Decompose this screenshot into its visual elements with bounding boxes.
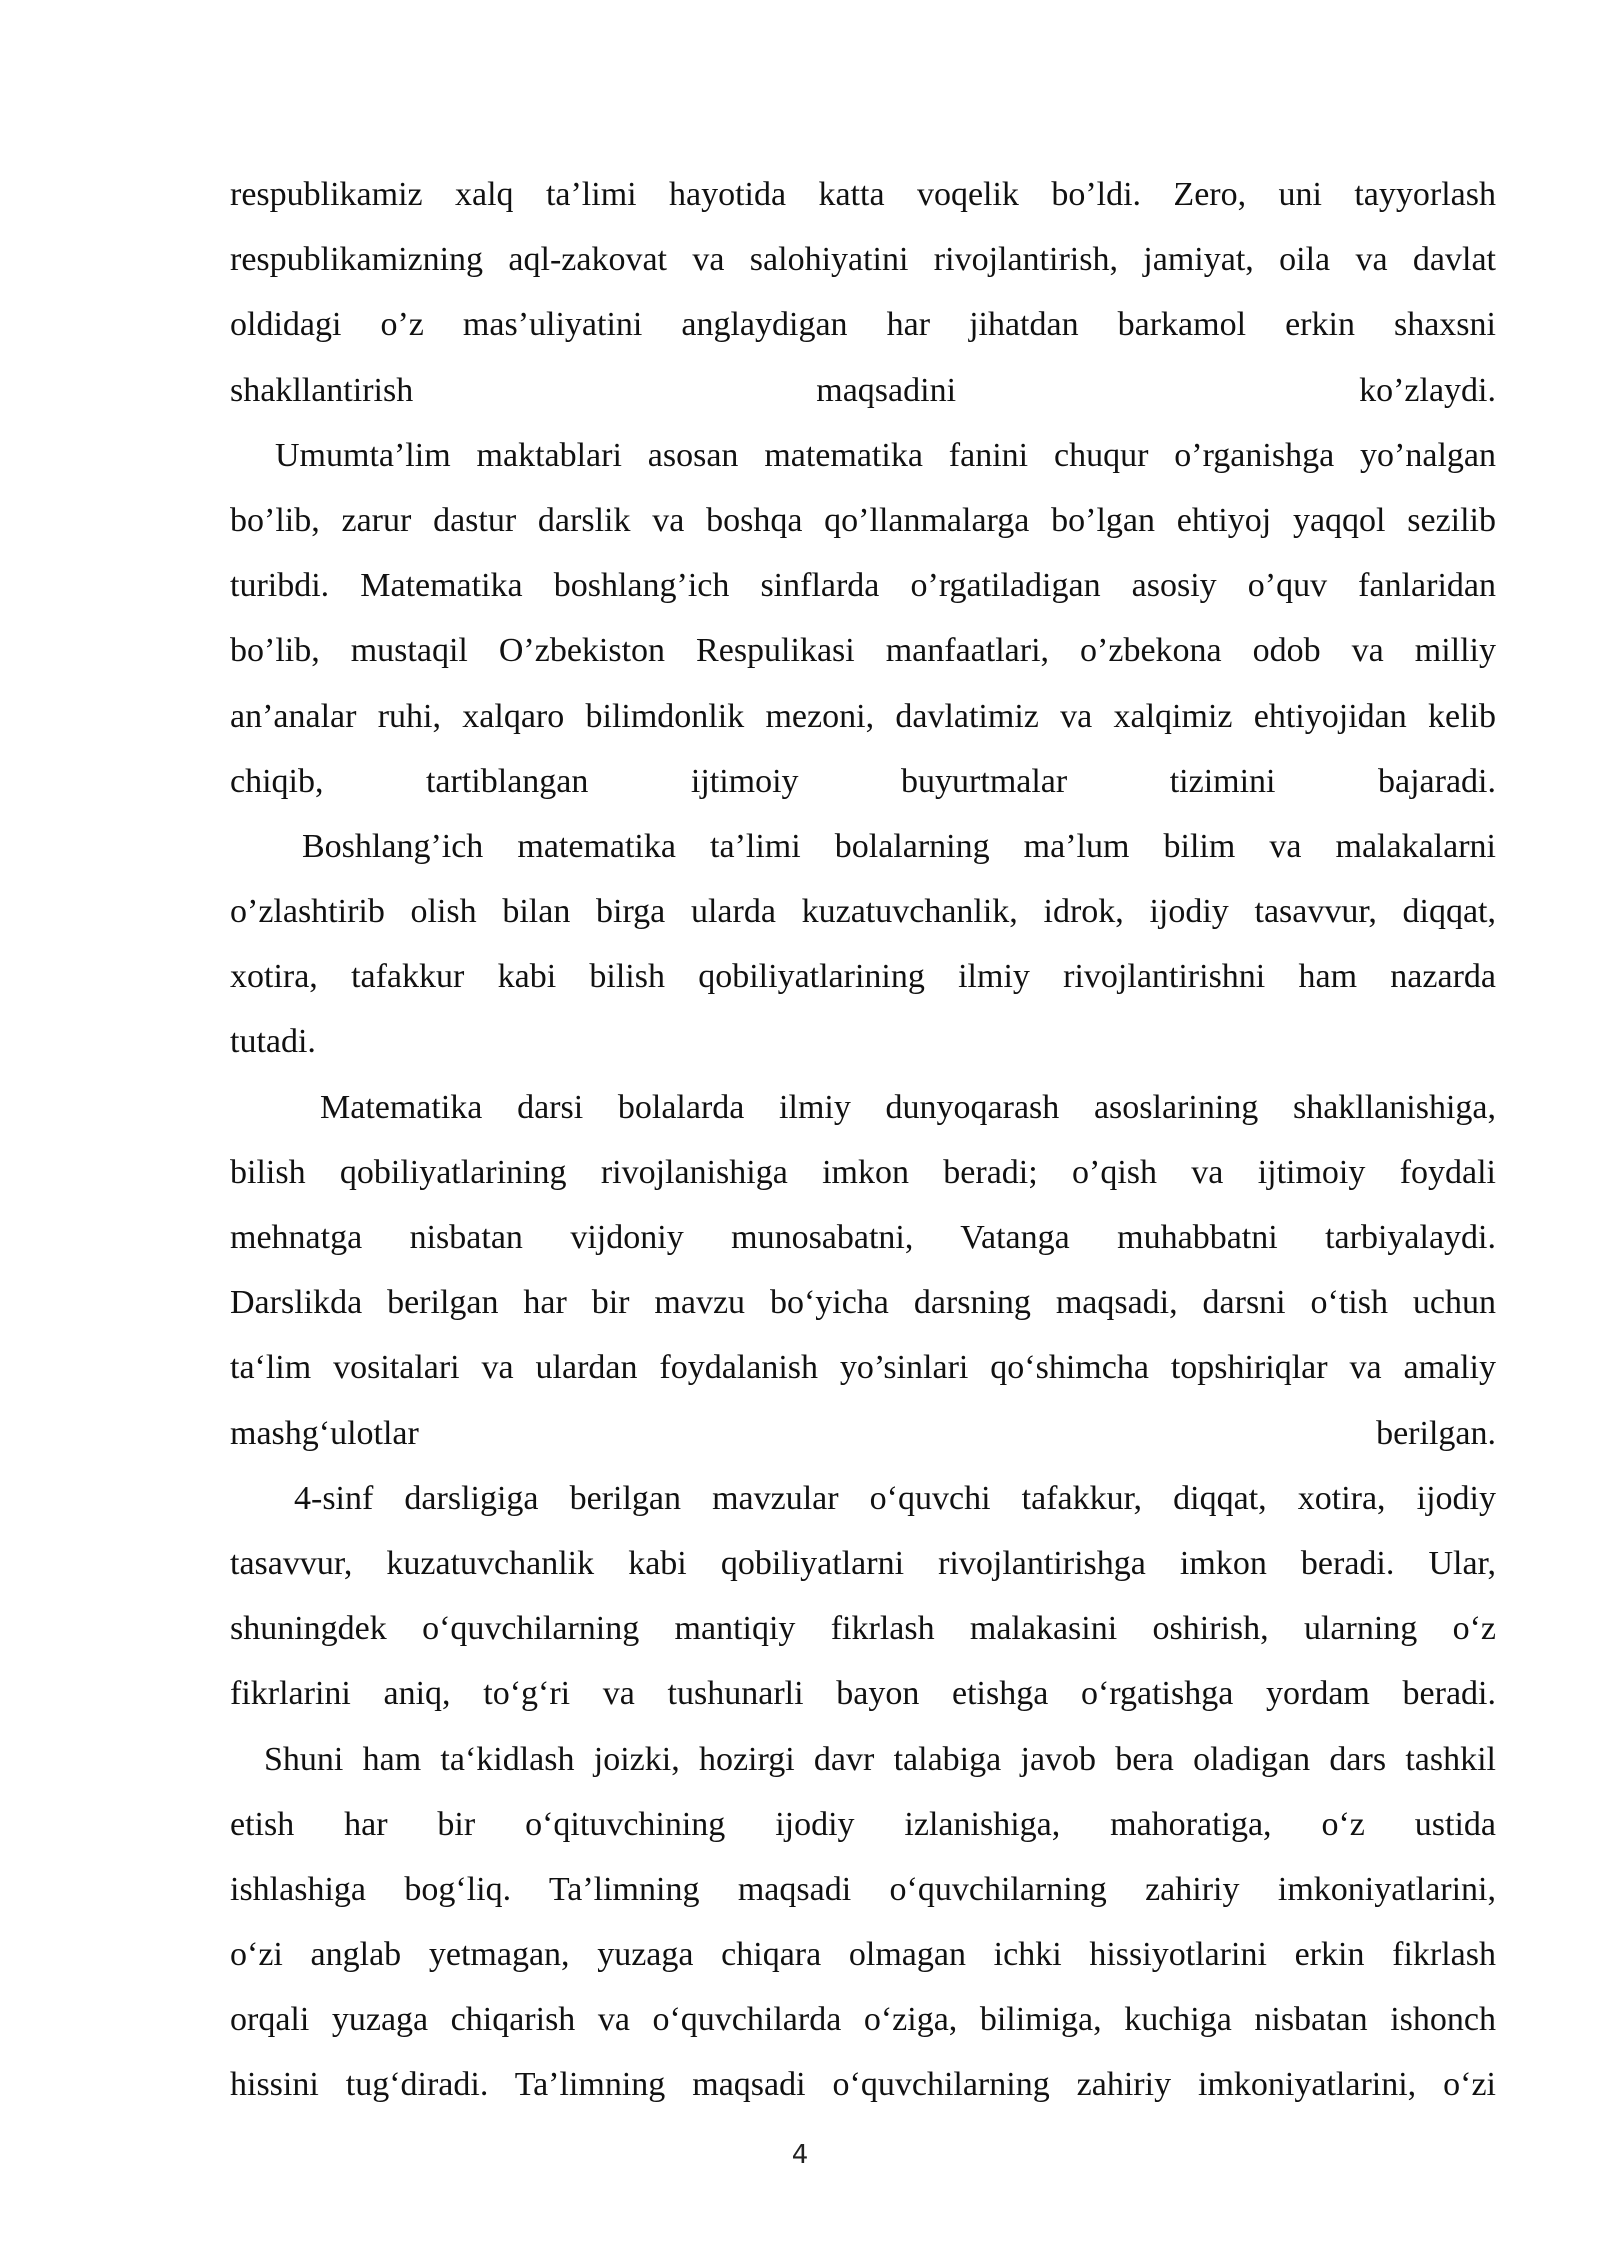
text-line: turibdi. Matematika boshlang’ich sinflarda o’rgatiladigan asosiy o’quv fanlaridan [230, 567, 1496, 605]
text-line: hissini tug‘diradi. Ta’limning maqsadi o‘quvchilarning zahiriy imkoniyatlarini, o‘zi [230, 2066, 1496, 2104]
text-line: xotira, tafakkur kabi bilish qobiliyatlarining ilmiy rivojlantirishni ham nazarda [230, 958, 1496, 996]
text-line: etish har bir o‘qituvchining ijodiy izlanishiga, mahoratiga, o‘z ustida [230, 1805, 1496, 1843]
text-line: Shuni ham ta‘kidlash joizki, hozirgi davr talabiga javob bera oladigan dars tashkil [264, 1740, 1496, 1778]
text-line: respublikamizning aql-zakovat va salohiyatini rivojlantirish, jamiyat, oila va davlat [230, 241, 1496, 279]
text-line: an’analar ruhi, xalqaro bilimdonlik mezoni, davlatimiz va xalqimiz ehtiyojidan kelib [230, 697, 1496, 735]
text-line: Boshlang’ich matematika ta’limi bolalarning ma’lum bilim va malakalarni [302, 827, 1496, 865]
text-line: ta‘lim vositalari va ulardan foydalanish yo’sinlari qo‘shimcha topshiriqlar va amaliy [230, 1349, 1496, 1387]
text-line: Darslikda berilgan har bir mavzu bo‘yicha darsning maqsadi, darsni o‘tish uchun [230, 1284, 1496, 1322]
text-line: 4-sinf darsligiga berilgan mavzular o‘quvchi tafakkur, diqqat, xotira, ijodiy [294, 1479, 1496, 1517]
text-line: mehnatga nisbatan vijdoniy munosabatni, Vatanga muhabbatni tarbiyalaydi. [230, 1219, 1496, 1256]
text-line: tasavvur, kuzatuvchanlik kabi qobiliyatlarni rivojlantirishga imkon beradi. Ular, [230, 1544, 1496, 1582]
text-line: bo’lib, mustaqil O’zbekiston Respulikasi manfaatlari, o’zbekona odob va milliy [230, 632, 1496, 670]
text-line: bilish qobiliyatlarining rivojlanishiga imkon beradi; o’qish va ijtimoiy foydali [230, 1153, 1496, 1191]
text-line: shuningdek o‘quvchilarning mantiqiy fikrlash malakasini oshirish, ularning o‘z [230, 1610, 1496, 1648]
text-line: shakllantirish maqsadini ko’zlaydi. [230, 371, 1496, 409]
text-line: bo’lib, zarur dastur darslik va boshqa qo’llanmalarga bo’lgan ehtiyoj yaqqol sezilib [230, 501, 1496, 539]
text-line: Matematika darsi bolalarda ilmiy dunyoqarash asoslarining shakllanishiga, [320, 1088, 1496, 1126]
text-line: respublikamiz xalq ta’limi hayotida katta voqelik bo’ldi. Zero, uni tayyorlash [230, 176, 1496, 213]
text-line: oldidagi o’z mas’uliyatini anglaydigan har jihatdan barkamol erkin shaxsni [230, 306, 1496, 344]
text-line: o‘zi anglab yetmagan, yuzaga chiqara olmagan ichki hissiyotlarini erkin fikrlash [230, 1936, 1496, 1974]
text-line: mashg‘ulotlar berilgan. [230, 1414, 1496, 1452]
text-line: fikrlarini aniq, to‘g‘ri va tushunarli bayon etishga o‘rgatishga yordam beradi. [230, 1675, 1496, 1713]
text-line: orqali yuzaga chiqarish va o‘quvchilarda o‘ziga, bilimiga, kuchiga nisbatan ishonch [230, 2001, 1496, 2039]
text-line: tutadi. [230, 1023, 316, 1061]
text-line: chiqib, tartiblangan ijtimoiy buyurtmalar tizimini bajaradi. [230, 762, 1496, 800]
page-number: 4 [791, 2140, 809, 2170]
text-line: ishlashiga bog‘liq. Ta’limning maqsadi o‘quvchilarning zahiriy imkoniyatlarini, [230, 1870, 1496, 1908]
body-text [230, 162, 1496, 2118]
text-line: Umumta’lim maktablari asosan matematika fanini chuqur o’rganishga yo’nalgan [275, 436, 1496, 474]
text-line: o’zlashtirib olish bilan birga ularda kuzatuvchanlik, idrok, ijodiy tasavvur, diqqat, [230, 893, 1496, 931]
